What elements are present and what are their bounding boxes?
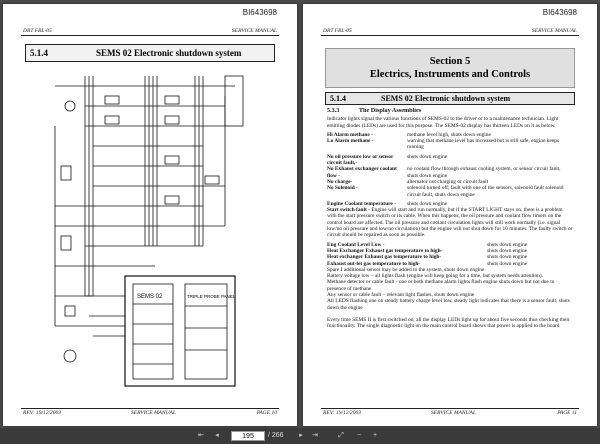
section-title: SEMS 02 Electronic shutdown system — [381, 94, 511, 103]
section-heading-line1: Section 5 — [429, 56, 471, 67]
footer-page: PAGE 10 — [256, 410, 277, 416]
outro-paragraph: Every time SEMS II is first switched on, all the display LEDs light up for about five seconds thus checking their functionality. The single diagnostic light on the main control board shows that power is applied to the board — [327, 316, 570, 330]
list-item: No oil pressure low or sensor circuit fault,- shuts down engine — [327, 153, 448, 167]
section-heading — [325, 48, 575, 88]
diagram-label-sems: SEMS 02 — [137, 294, 163, 300]
list-item: Eng Coolant Level Low - shuts down engine — [327, 241, 528, 248]
last-page-icon[interactable]: ⇥ — [312, 432, 318, 439]
page-number-input[interactable]: 195 — [231, 431, 265, 441]
list-item: Engine Coolant temperature - shuts down engine — [327, 200, 448, 207]
subsection-heading — [327, 108, 573, 114]
subsection-number: 5.3.3 — [327, 108, 340, 114]
subsection-title: The Display Assemblies — [358, 108, 422, 114]
footer-rev: REV: 19/12/2003 — [23, 410, 61, 416]
list-item: No Exhaust exchanger coolant flow - no coolant flow through exhaust cooling system, or sensor circuit fault, shuts down engine — [327, 166, 561, 179]
section-title-box — [325, 92, 575, 105]
first-page-icon[interactable]: ⇤ — [198, 432, 204, 439]
page-total: / 266 — [268, 432, 284, 439]
footer-center: SERVICE MANUAL — [431, 410, 476, 416]
list-item: Exhaust out-let gas temperature to high- shuts down engine — [327, 260, 528, 267]
fit-page-icon[interactable]: ⤢ — [338, 432, 344, 439]
left-page — [3, 4, 297, 426]
all-leds-text: All LEDS flashing one on steady battery charge level low, steady light indicates that there is a sensor fault, shuts down the engine — [327, 298, 570, 311]
footer-page: PAGE 11 — [557, 410, 577, 416]
header-left: DRT FBL-05 — [323, 28, 352, 34]
section-title-box — [25, 44, 275, 62]
previous-page-icon[interactable]: ◂ — [215, 432, 219, 439]
page-footer — [21, 408, 279, 416]
page-footer — [321, 408, 579, 416]
spare-text: Spare I additional sensor may be added to the system, shuts down engine — [327, 266, 485, 273]
doc-code: BI643698 — [242, 8, 277, 17]
section-heading-line2: Electrics, Instruments and Controls — [369, 69, 531, 80]
wiring-diagram — [25, 66, 275, 396]
list-item: Heat exchanger Exhaust gas temperature to high- shuts down engine — [327, 254, 528, 261]
header-left: DRT FBL-05 — [23, 28, 52, 34]
footer-center: SERVICE MANUAL — [131, 410, 176, 416]
battery-text: Battery voltage low – all lights flash (engine will keep going for a time, but system needs attention). — [327, 273, 544, 280]
methane-detector-text: Methane detector or cable fault - one or both methane alarm lights flash engine shuts down but not due to presence of methane — [327, 279, 555, 292]
intro-paragraph: Indicator lights signal the various functions of SEMS-02 to the driver or to a maintenance technician. Light emitting diodes (LEDs) are used for this purpose. The SEMS-02 display has thirteen LEDs on it as below. — [327, 116, 559, 129]
header-right: SERVICE MANUAL — [532, 28, 577, 34]
section-number: 5.1.4 — [330, 94, 346, 103]
doc-code: BI643698 — [542, 8, 577, 17]
list-item: No Solenoid - solenoid turned off; fault with one of the sensors, solenoid fault solenoid circuit fault, shuts down engine — [327, 185, 564, 198]
page-header — [321, 28, 579, 36]
list-item: Lo Alarm methane - warning that methane level has increased but is still safe, engine keeps running — [327, 138, 560, 151]
list-item: No charge- alternator not charging or circuit fault — [327, 178, 489, 185]
footer-rev: REV: 19/12/2003 — [323, 410, 361, 416]
page-header — [21, 28, 279, 36]
diagram-label-probe: TRIPLE PROBE PANEL — [187, 294, 236, 299]
next-page-icon[interactable]: ▸ — [299, 432, 303, 439]
section-number: 5.1.4 — [30, 48, 48, 58]
list-item: Hi Alarm methane - methane level high, shuts down engine — [327, 131, 491, 138]
page-navigation-toolbar — [0, 428, 600, 444]
page-content — [327, 108, 573, 398]
header-right: SERVICE MANUAL — [232, 28, 277, 34]
zoom-in-icon[interactable]: + — [372, 432, 378, 439]
start-switch-paragraph: Start switch fault - Engine will start and run normally, but if the START LIGHT stays on, there is a problem with the start pressure switch or its cable. When this happens, the oil pressure and coolant flow timers on the control board are affected. The oil pressure and coolant circulation lights will still work normally (i.e. signal low/no oil pressure and low/no circulation) but the engine will not shut down for 10 minutes. The faulty switch or circuit should be repaired as soon as possible. — [327, 207, 573, 239]
any-sensor-text: Any sensor or cable fault – relevant light flashes, shuts down engine — [327, 292, 475, 299]
zoom-out-icon[interactable]: − — [356, 432, 362, 439]
list-item: Heat Exchanger Exhaust gas temperature to high- shuts down engine — [327, 247, 528, 254]
section-title: SEMS 02 Electronic shutdown system — [96, 48, 242, 58]
right-page — [303, 4, 597, 426]
